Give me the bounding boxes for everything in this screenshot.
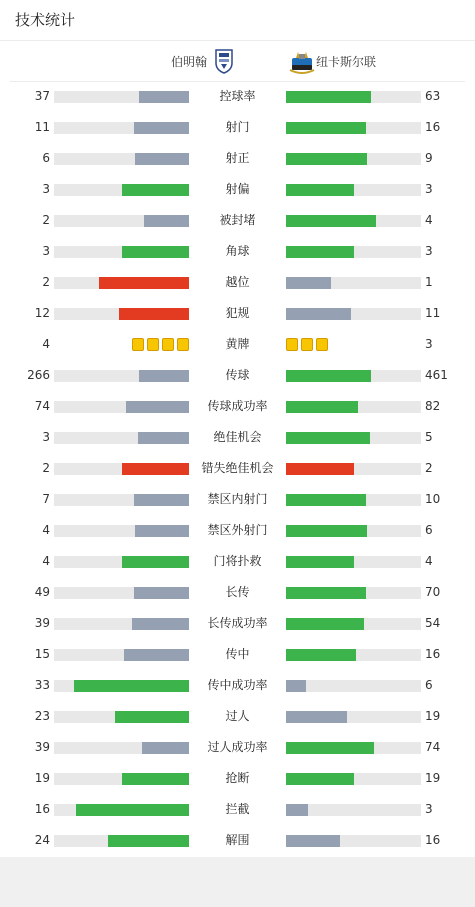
birmingham-crest-icon (213, 48, 235, 74)
stat-label: 射正 (225, 151, 250, 165)
stat-row (0, 763, 475, 794)
home-value: 74 (34, 399, 50, 413)
home-bar-fill (122, 556, 190, 568)
home-bar-track (54, 184, 189, 196)
stat-label: 黄牌 (225, 337, 250, 351)
away-bar-track (286, 277, 421, 289)
stat-row (0, 174, 475, 205)
stat-label: 门将扑救 (213, 554, 262, 568)
away-bar-fill (286, 463, 354, 475)
stat-label: 传中成功率 (207, 678, 268, 692)
stats-list (0, 81, 475, 856)
home-bar-fill (74, 680, 189, 692)
home-value: 3 (42, 430, 50, 444)
home-value: 4 (42, 337, 50, 351)
stat-row (0, 81, 475, 112)
away-bar-track (286, 432, 421, 444)
away-value: 3 (425, 244, 433, 258)
page-title: 技术统计 (0, 0, 475, 41)
away-bar-track (286, 463, 421, 475)
away-bar-track (286, 556, 421, 568)
home-bar-fill (122, 463, 190, 475)
home-team-name: 伯明翰 (170, 54, 207, 69)
away-value: 1 (425, 275, 433, 289)
stat-label: 传中 (225, 647, 250, 661)
away-bar-fill (286, 308, 351, 320)
stat-row (0, 484, 475, 515)
home-bar-fill (122, 773, 190, 785)
away-bar-track (286, 649, 421, 661)
home-value: 39 (34, 740, 50, 754)
away-value: 2 (425, 461, 433, 475)
stat-row (0, 143, 475, 174)
away-value: 6 (425, 678, 433, 692)
home-value: 37 (34, 89, 50, 103)
away-bar-fill (286, 556, 354, 568)
stat-label: 被封堵 (219, 213, 256, 227)
home-bar-track (54, 463, 189, 475)
home-bar-fill (115, 711, 189, 723)
away-bar-track (286, 835, 421, 847)
stat-label: 过人成功率 (207, 740, 268, 754)
home-value: 19 (34, 771, 50, 785)
away-bar-track (286, 711, 421, 723)
away-value: 11 (425, 306, 441, 320)
stat-label: 越位 (225, 275, 250, 289)
away-bar-track (286, 246, 421, 258)
home-value: 6 (42, 151, 50, 165)
stat-label: 绝佳机会 (213, 430, 262, 444)
teams-header (10, 41, 465, 82)
away-bar-fill (286, 91, 371, 103)
away-bar-track (286, 184, 421, 196)
home-bar-track (54, 494, 189, 506)
newcastle-crest-icon (289, 48, 311, 74)
away-bar-track (286, 401, 421, 413)
away-value: 5 (425, 430, 433, 444)
home-bar-track (54, 308, 189, 320)
away-value: 19 (425, 709, 441, 723)
home-bar-fill (139, 370, 189, 382)
away-value: 3 (425, 802, 433, 816)
stat-row (0, 639, 475, 670)
home-yellow-cards (132, 338, 189, 351)
stat-label: 禁区内射门 (207, 492, 268, 506)
away-value: 461 (425, 368, 448, 382)
away-bar-fill (286, 649, 356, 661)
away-bar-fill (286, 618, 364, 630)
stat-label: 长传 (225, 585, 250, 599)
away-value: 74 (425, 740, 441, 754)
stat-row (0, 608, 475, 639)
yellow-card-icon (177, 338, 189, 351)
home-bar-track (54, 370, 189, 382)
home-value: 7 (42, 492, 50, 506)
home-bar-fill (108, 835, 189, 847)
home-bar-track (54, 742, 189, 754)
home-bar-fill (134, 122, 189, 134)
away-bar-fill (286, 184, 354, 196)
home-value: 24 (34, 833, 50, 847)
away-bar-track (286, 742, 421, 754)
home-value: 266 (27, 368, 50, 382)
stat-label: 错失绝佳机会 (201, 461, 274, 475)
yellow-card-icon (132, 338, 144, 351)
stat-row (0, 267, 475, 298)
home-bar-fill (134, 494, 189, 506)
away-bar-track (286, 308, 421, 320)
home-bar-fill (119, 308, 189, 320)
home-bar-track (54, 91, 189, 103)
stat-row (0, 515, 475, 546)
away-bar-fill (286, 215, 376, 227)
away-value: 16 (425, 120, 441, 134)
away-bar-track (286, 804, 421, 816)
home-bar-fill (135, 525, 189, 537)
home-value: 2 (42, 213, 50, 227)
yellow-card-icon (147, 338, 159, 351)
away-bar-track (286, 587, 421, 599)
away-value: 4 (425, 213, 433, 227)
away-bar-fill (286, 742, 374, 754)
away-bar-fill (286, 587, 366, 599)
yellow-card-icon (286, 338, 298, 351)
stat-label: 传球成功率 (207, 399, 268, 413)
away-bar-track (286, 494, 421, 506)
stat-row (0, 112, 475, 143)
stat-label: 拦截 (225, 802, 250, 816)
home-value: 49 (34, 585, 50, 599)
stat-row (0, 360, 475, 391)
stat-row (0, 298, 475, 329)
home-bar-fill (139, 91, 189, 103)
stat-label: 传球 (225, 368, 250, 382)
stat-row (0, 732, 475, 763)
home-team[interactable] (171, 41, 235, 81)
home-bar-track (54, 246, 189, 258)
home-value: 2 (42, 461, 50, 475)
away-bar-track (286, 618, 421, 630)
home-bar-track (54, 649, 189, 661)
home-bar-fill (124, 649, 189, 661)
away-bar-fill (286, 773, 354, 785)
stat-row (0, 701, 475, 732)
away-value: 16 (425, 647, 441, 661)
away-bar-track (286, 370, 421, 382)
stat-row (0, 205, 475, 236)
away-yellow-cards (286, 338, 328, 351)
stat-row (0, 825, 475, 856)
away-bar-fill (286, 122, 366, 134)
stat-row (0, 329, 475, 360)
away-value: 10 (425, 492, 441, 506)
away-value: 6 (425, 523, 433, 537)
away-bar-fill (286, 711, 347, 723)
away-value: 16 (425, 833, 441, 847)
home-bar-fill (144, 215, 189, 227)
home-bar-track (54, 525, 189, 537)
home-value: 3 (42, 244, 50, 258)
home-bar-track (54, 835, 189, 847)
home-value: 4 (42, 523, 50, 537)
away-value: 3 (425, 337, 433, 351)
home-bar-track (54, 401, 189, 413)
home-bar-fill (122, 246, 190, 258)
stat-row (0, 391, 475, 422)
stat-row (0, 577, 475, 608)
stat-label: 犯规 (225, 306, 250, 320)
stat-row (0, 670, 475, 701)
yellow-card-icon (316, 338, 328, 351)
home-value: 3 (42, 182, 50, 196)
away-bar-track (286, 525, 421, 537)
home-value: 12 (34, 306, 50, 320)
stat-label: 过人 (225, 709, 250, 723)
home-bar-track (54, 711, 189, 723)
home-bar-track (54, 432, 189, 444)
stat-label: 禁区外射门 (207, 523, 268, 537)
stat-label: 射门 (225, 120, 250, 134)
away-value: 19 (425, 771, 441, 785)
home-bar-fill (132, 618, 189, 630)
home-bar-track (54, 587, 189, 599)
away-value: 70 (425, 585, 441, 599)
away-value: 3 (425, 182, 433, 196)
home-bar-track (54, 122, 189, 134)
home-bar-track (54, 215, 189, 227)
away-bar-fill (286, 246, 354, 258)
home-bar-fill (122, 184, 190, 196)
home-bar-fill (134, 587, 189, 599)
away-value: 63 (425, 89, 441, 103)
home-value: 16 (34, 802, 50, 816)
away-bar-fill (286, 401, 358, 413)
home-bar-fill (142, 742, 189, 754)
home-bar-track (54, 277, 189, 289)
home-bar-fill (138, 432, 189, 444)
away-value: 54 (425, 616, 441, 630)
home-value: 4 (42, 554, 50, 568)
away-bar-fill (286, 370, 371, 382)
yellow-card-icon (162, 338, 174, 351)
yellow-card-icon (301, 338, 313, 351)
away-bar-track (286, 773, 421, 785)
stat-row (0, 546, 475, 577)
home-value: 33 (34, 678, 50, 692)
away-bar-track (286, 91, 421, 103)
stat-row (0, 422, 475, 453)
stat-label: 控球率 (219, 89, 256, 103)
away-bar-fill (286, 680, 306, 692)
home-bar-track (54, 804, 189, 816)
home-bar-track (54, 773, 189, 785)
away-bar-fill (286, 153, 367, 165)
away-bar-track (286, 680, 421, 692)
home-value: 2 (42, 275, 50, 289)
away-bar-track (286, 153, 421, 165)
away-team[interactable] (289, 41, 376, 81)
home-bar-fill (76, 804, 189, 816)
stat-row (0, 453, 475, 484)
home-value: 39 (34, 616, 50, 630)
away-bar-track (286, 122, 421, 134)
away-bar-fill (286, 804, 308, 816)
away-bar-fill (286, 494, 366, 506)
away-bar-track (286, 215, 421, 227)
away-value: 4 (425, 554, 433, 568)
home-bar-fill (135, 153, 189, 165)
away-bar-fill (286, 525, 367, 537)
away-bar-fill (286, 432, 370, 444)
home-bar-track (54, 153, 189, 165)
stat-label: 角球 (225, 244, 250, 258)
away-team-name: 纽卡斯尔联 (316, 54, 377, 69)
away-bar-fill (286, 835, 340, 847)
home-bar-fill (126, 401, 189, 413)
stat-row (0, 794, 475, 825)
stat-label: 抢断 (225, 771, 250, 785)
away-value: 82 (425, 399, 441, 413)
home-bar-track (54, 556, 189, 568)
stat-label: 长传成功率 (207, 616, 268, 630)
stat-label: 射偏 (225, 182, 250, 196)
home-bar-track (54, 618, 189, 630)
stat-row (0, 236, 475, 267)
home-value: 15 (34, 647, 50, 661)
home-value: 23 (34, 709, 50, 723)
stat-label: 解围 (225, 833, 250, 847)
away-value: 9 (425, 151, 433, 165)
away-bar-fill (286, 277, 331, 289)
home-value: 11 (34, 120, 50, 134)
home-bar-fill (99, 277, 189, 289)
home-bar-track (54, 680, 189, 692)
